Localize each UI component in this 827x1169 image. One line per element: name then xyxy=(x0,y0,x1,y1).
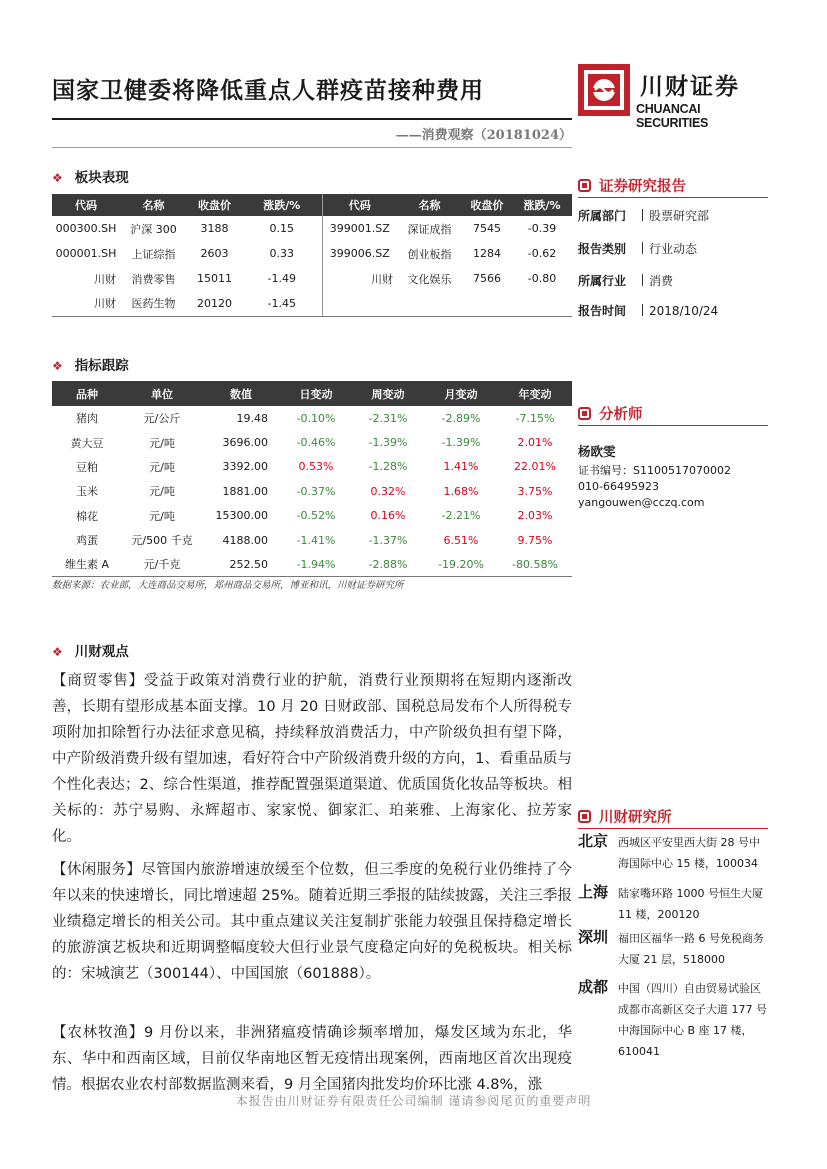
data-source-note: 数据来源：农业部，大连商品交易所，郑州商品交易所，博亚和讯，川财证券研究所 xyxy=(52,580,404,591)
table-cell: 22.01% xyxy=(514,460,556,474)
table-cell: 3188 xyxy=(200,222,229,235)
sector-performance-table xyxy=(52,194,572,317)
table-cell: 1284 xyxy=(473,247,501,260)
table-cell: 20120 xyxy=(187,291,242,316)
square-bullet-icon xyxy=(578,407,591,420)
table-cell: 鸡蛋 xyxy=(76,534,98,548)
table-cell: 4188.00 xyxy=(222,533,268,547)
column-header: 名称 xyxy=(397,194,462,216)
table-cell: 000001.SH xyxy=(55,247,117,260)
table-cell: -0.39 xyxy=(527,222,557,235)
table-cell xyxy=(512,291,572,316)
table-cell: 2603 xyxy=(200,247,229,260)
section-heading-views: ❖ 川财观点 xyxy=(52,644,129,660)
office-city: 深圳 xyxy=(578,928,609,946)
table-row xyxy=(52,455,572,479)
sidebar-divider xyxy=(578,197,768,198)
table-cell: -1.45 xyxy=(242,291,322,316)
column-header: 年变动 xyxy=(498,381,572,406)
column-header: 数值 xyxy=(202,381,280,406)
office-beijing xyxy=(578,830,768,878)
table-row xyxy=(52,430,572,454)
table-cell: 棉花 xyxy=(76,509,98,523)
table-cell: 399001.SZ xyxy=(329,222,390,235)
table-cell: -0.80 xyxy=(527,272,557,285)
column-header: 月变动 xyxy=(424,381,498,406)
column-header: 品种 xyxy=(52,381,122,406)
table-cell: 川财 xyxy=(371,272,393,286)
diamond-bullet-icon: ❖ xyxy=(52,359,63,373)
table-cell: 1.41% xyxy=(443,460,479,474)
office-shenzhen xyxy=(578,926,768,974)
table-cell: 深证成指 xyxy=(407,222,452,236)
table-cell: 7545 xyxy=(473,222,501,235)
table-header-row xyxy=(52,194,572,216)
table-cell: 猪肉 xyxy=(76,412,98,426)
diamond-bullet-icon: ❖ xyxy=(52,645,63,659)
table-cell: 元/公斤 xyxy=(143,412,181,426)
table-cell: -0.10% xyxy=(296,411,336,425)
table-row xyxy=(52,291,572,316)
table-cell: -80.58% xyxy=(498,552,572,576)
table-cell: -0.52% xyxy=(296,509,336,523)
paragraph-leisure: 【休闲服务】尽管国内旅游增速放缓至个位数，但三季度的免税行业仍维持了今年以来的快速增长，同比增速超 25%。随着近期三季报的陆续披露，关注三季报业绩稳定增长的相关公司。其中重点建议关注复制扩张能力较强且保持稳定增长的旅游演艺板块和近期调整幅度较大但行业景气度稳定向好的免税板块。相关标的：宋城演艺（300144）、中国国旅（601888）。 xyxy=(52,862,572,982)
table-cell: 399006.SZ xyxy=(329,247,390,260)
table-cell: 元/吨 xyxy=(149,509,175,523)
indicator-tracking-table xyxy=(52,381,572,577)
table-row xyxy=(52,406,572,430)
analyst-phone: 010-66495923 xyxy=(578,480,659,493)
table-cell: -2.89% xyxy=(441,411,481,425)
table-cell: 0.33 xyxy=(242,241,322,266)
table-cell: 0.16% xyxy=(370,509,406,523)
table-cell: 维生素 A xyxy=(52,552,122,576)
office-address: 陆家嘴环路 1000 号恒生大厦 11 楼，200120 xyxy=(618,887,763,921)
table-cell: 0.32% xyxy=(370,484,406,498)
table-cell: 252.50 xyxy=(202,552,280,576)
column-header: 名称 xyxy=(120,194,187,216)
table-cell: 0.15 xyxy=(242,216,322,241)
table-cell: 2.03% xyxy=(517,509,553,523)
table-cell: 15011 xyxy=(197,272,232,285)
paragraph-retail: 【商贸零售】受益于政策对消费行业的护航，消费行业预期将在短期内逐渐改善，长期有望形成基本面支撑。10 月 20 日财政部、国税总局发布个人所得税专项附加扣除暂行办法征求意见稿，持续释放消费活力，中产阶级负担有望下降，中产阶级消费升级有望加速，看好符合中产阶级消费升级的方向，1、看重品质与个性化表达；2、综合性渠道，推荐配置强渠道渠道、优质国货化妆品等板块。相关标的：苏宁易购、永辉超市、家家悦、御家汇、珀莱雅、上海家化、拉芳家化。 xyxy=(52,673,572,845)
table-cell xyxy=(462,291,512,316)
table-cell: 文化娱乐 xyxy=(407,272,452,286)
table-cell xyxy=(397,291,462,316)
table-row xyxy=(52,504,572,528)
report-subtitle: ——消费观察（20181024） xyxy=(395,128,572,143)
table-cell: 豆粕 xyxy=(76,460,98,474)
table-cell: -1.28% xyxy=(368,460,408,474)
header-divider xyxy=(52,118,572,120)
table-cell: 元/吨 xyxy=(149,436,175,450)
table-cell: 3696.00 xyxy=(222,436,268,450)
office-address: 西城区平安里西大街 28 号中海国际中心 15 楼，100034 xyxy=(618,836,760,870)
logo-mark-icon xyxy=(578,64,630,116)
table-cell: 元/500 千克 xyxy=(131,534,193,548)
column-header: 收盘价 xyxy=(462,194,512,216)
table-cell: -1.39% xyxy=(441,436,481,450)
table-cell: 6.51% xyxy=(443,533,479,547)
diamond-bullet-icon: ❖ xyxy=(52,171,63,185)
column-header: 收盘价 xyxy=(187,194,242,216)
sidebar-report-title: 证券研究报告 xyxy=(578,175,686,196)
table-cell: 元/吨 xyxy=(149,460,175,474)
square-bullet-icon xyxy=(578,810,591,823)
table-row xyxy=(52,241,572,266)
table-row xyxy=(52,266,572,291)
column-header: 周变动 xyxy=(352,381,424,406)
square-bullet-icon xyxy=(578,179,591,192)
table-cell: 黄大豆 xyxy=(70,436,104,450)
table-cell: -1.39% xyxy=(368,436,408,450)
table-cell: -0.46% xyxy=(296,436,336,450)
table-cell: -1.49 xyxy=(242,266,322,291)
table-cell: 川财 xyxy=(52,291,120,316)
column-header: 单位 xyxy=(122,381,202,406)
page-footer: 本报告由川财证券有限责任公司编制 谨请参阅尾页的重要声明 xyxy=(235,1094,592,1108)
table-header-row xyxy=(52,381,572,406)
office-city: 上海 xyxy=(578,883,609,901)
table-cell: -2.88% xyxy=(352,552,424,576)
table-cell: 玉米 xyxy=(76,485,98,499)
table-row xyxy=(52,216,572,241)
table-cell: 医药生物 xyxy=(120,291,187,316)
column-header: 日变动 xyxy=(280,381,352,406)
sidebar-divider xyxy=(578,828,768,829)
table-cell: -1.37% xyxy=(368,533,408,547)
info-industry: 所属行业 消费 xyxy=(578,274,674,288)
office-chengdu xyxy=(578,976,768,1056)
office-address: 中国（四川）自由贸易试验区成都市高新区交子大道 177 号中海国际中心 B 座 17 楼，610041 xyxy=(618,982,767,1058)
table-cell: 3.75% xyxy=(517,484,553,498)
column-header: 涨跌/% xyxy=(512,194,572,216)
table-cell: -1.94% xyxy=(280,552,352,576)
table-cell: 2.01% xyxy=(517,436,553,450)
analyst-info xyxy=(578,444,731,511)
office-city: 成都 xyxy=(578,978,609,996)
table-row xyxy=(52,552,572,576)
column-header: 代码 xyxy=(322,194,397,216)
analyst-name: 杨欧雯 xyxy=(578,444,616,459)
table-cell: -0.62 xyxy=(527,247,557,260)
table-cell: 元/千克 xyxy=(122,552,202,576)
table-cell: 上证综指 xyxy=(131,247,176,261)
analyst-cert: 证书编号：S1100517070002 xyxy=(578,464,731,477)
table-cell: 0.53% xyxy=(298,460,334,474)
table-cell: 7566 xyxy=(473,272,501,285)
table-cell: -2.21% xyxy=(441,509,481,523)
office-address: 福田区福华一路 6 号免税商务大厦 21 层，518000 xyxy=(618,932,764,966)
info-report-type: 报告类别 行业动态 xyxy=(578,242,698,256)
table-cell: 9.75% xyxy=(517,533,553,547)
table-cell: 19.48 xyxy=(236,411,268,425)
paragraph-agriculture: 【农林牧渔】9 月份以来，非洲猪瘟疫情确诊频率增加，爆发区域为东北，华东、华中和西南区域，目前仅华南地区暂无疫情出现案例，西南地区首次出现疫情。根据农业农村部数据监测来看，9 月全国猪肉批发均价环比涨 4.8%，涨 xyxy=(52,1025,572,1093)
table-cell xyxy=(322,291,397,316)
table-cell: -1.41% xyxy=(296,533,336,547)
column-header: 代码 xyxy=(52,194,120,216)
sidebar-divider xyxy=(578,425,768,426)
column-header: 涨跌/% xyxy=(242,194,322,216)
table-cell: 1881.00 xyxy=(222,484,268,498)
sidebar-institute-title: 川财研究所 xyxy=(578,806,672,827)
company-logo xyxy=(578,64,768,130)
table-cell: 3392.00 xyxy=(222,460,268,474)
logo-text-en: CHUANCAI SECURITIES xyxy=(636,102,709,130)
table-cell: 川财 xyxy=(94,272,116,286)
table-cell: 消费零售 xyxy=(131,272,176,286)
table-cell: 15300.00 xyxy=(215,509,268,523)
table-cell: -19.20% xyxy=(424,552,498,576)
sidebar-analyst-title: 分析师 xyxy=(578,403,643,424)
info-department: 所属部门 股票研究部 xyxy=(578,209,710,223)
report-title: 国家卫健委将降低重点人群疫苗接种费用 xyxy=(52,77,484,104)
table-cell: -0.37% xyxy=(296,484,336,498)
table-cell: 000300.SH xyxy=(55,222,117,235)
info-report-date: 报告时间 2018/10/24 xyxy=(578,304,719,318)
table-cell: 1.68% xyxy=(443,484,479,498)
subtitle-divider xyxy=(52,147,572,148)
table-cell: 创业板指 xyxy=(407,247,452,261)
table-cell: -2.31% xyxy=(368,411,408,425)
analyst-email[interactable]: yangouwen@cczq.com xyxy=(578,496,705,509)
logo-text-cn: 川财证券 xyxy=(640,74,740,100)
office-shanghai xyxy=(578,881,768,929)
table-cell: 沪深 300 xyxy=(130,222,177,236)
table-row xyxy=(52,479,572,503)
table-cell: 元/吨 xyxy=(149,485,175,499)
table-row xyxy=(52,528,572,552)
section-heading-indicators: ❖ 指标跟踪 xyxy=(52,358,129,374)
table-cell: -7.15% xyxy=(515,411,555,425)
section-heading-sector: ❖ 板块表现 xyxy=(52,170,129,186)
office-city: 北京 xyxy=(578,832,609,850)
